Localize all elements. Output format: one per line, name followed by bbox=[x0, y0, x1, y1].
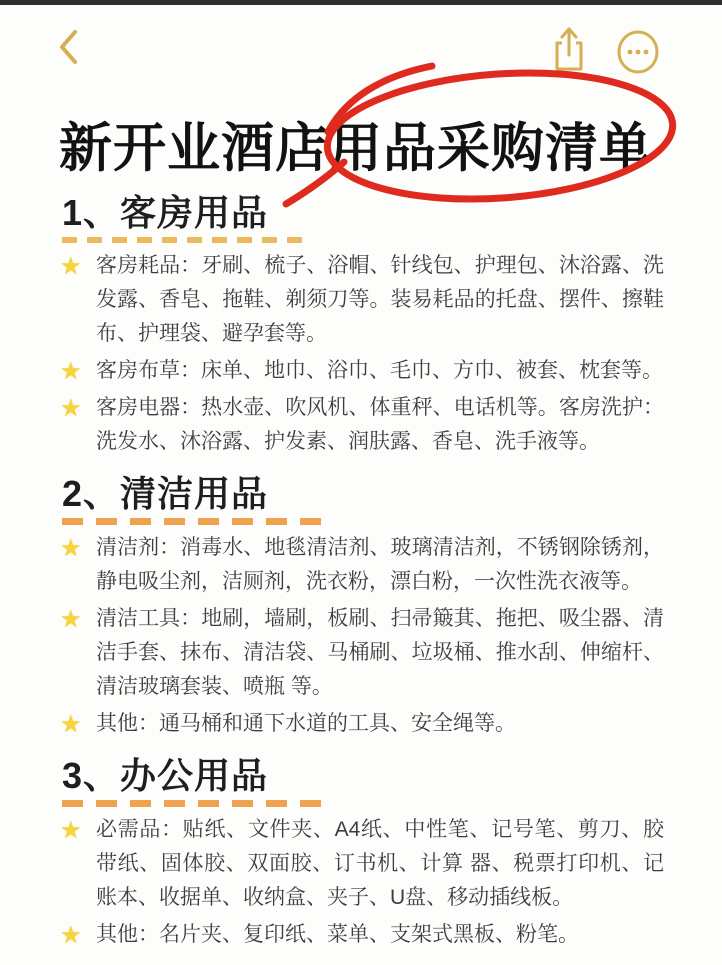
star-bullet-icon: ★ bbox=[60, 253, 82, 280]
star-bullet-icon: ★ bbox=[60, 358, 82, 385]
section-office-supplies bbox=[62, 755, 664, 952]
list-item-text: 清洁剂：消毒水、地毯清洁剂、玻璃清洁剂，不锈钢除锈剂，静电吸尘剂，洁厕剂，洗衣粉，漂白粉，一次性洗衣液等。 bbox=[96, 536, 664, 593]
list-item-text: 清洁工具：地刷，墙刷，板刷、扫帚簸萁、拖把、吸尘器、清洁手套、抹布、清洁袋、马桶刷、垃圾桶、推水刮、伸缩杆、清洁玻璃套装、喷瓶 等。 bbox=[96, 607, 664, 698]
list-item-text: 其他：通马桶和通下水道的工具、安全绳等。 bbox=[96, 712, 516, 735]
star-bullet-icon: ★ bbox=[60, 395, 82, 422]
list-item-text: 客房布草：床单、地巾、浴巾、毛巾、方巾、被套、枕套等。 bbox=[96, 359, 663, 382]
list-item-text: 必需品：贴纸、文件夹、A4纸、中性笔、记号笔、剪刀、胶带纸、固体胶、双面胶、订书机、计算 器、税票打印机、记账本、收据单、收纳盒、夹子、U盘、移动插线板。 bbox=[96, 818, 664, 909]
list-item bbox=[62, 602, 664, 704]
list-item bbox=[62, 918, 664, 952]
item-list bbox=[62, 249, 664, 459]
list-item bbox=[62, 707, 664, 741]
list-item bbox=[62, 531, 664, 599]
dashed-underline bbox=[62, 518, 334, 525]
star-bullet-icon: ★ bbox=[60, 535, 82, 562]
dashed-underline bbox=[62, 237, 302, 243]
list-item bbox=[62, 354, 664, 388]
list-item-text: 客房电器：热水壶、吹风机、体重秤、电话机等。客房洗护：洗发水、沐浴露、护发素、润肤露、香皂、洗手液等。 bbox=[96, 396, 664, 453]
section-heading: 3、办公用品 bbox=[62, 755, 269, 796]
star-bullet-icon: ★ bbox=[60, 711, 82, 738]
list-item-text: 其他：名片夹、复印纸、菜单、支架式黑板、粉笔。 bbox=[96, 923, 579, 946]
list-item-text: 客房耗品：牙刷、梳子、浴帽、针线包、护理包、沐浴露、洗发露、香皂、拖鞋、剃须刀等。装易耗品的托盘、摆件、擦鞋布、护理袋、避孕套等。 bbox=[96, 254, 664, 345]
star-bullet-icon: ★ bbox=[60, 922, 82, 949]
page-title: 新开业酒店用品采购清单 bbox=[59, 119, 653, 178]
star-bullet-icon: ★ bbox=[60, 606, 82, 633]
list-item bbox=[62, 249, 664, 351]
star-bullet-icon: ★ bbox=[60, 817, 82, 844]
dashed-underline bbox=[62, 800, 334, 807]
item-list bbox=[62, 531, 664, 741]
item-list bbox=[62, 813, 664, 952]
section-heading: 2、清洁用品 bbox=[62, 473, 269, 514]
list-item bbox=[62, 813, 664, 915]
list-item bbox=[62, 391, 664, 459]
section-heading: 1、客房用品 bbox=[62, 192, 269, 233]
section-cleaning-supplies bbox=[62, 473, 664, 741]
section-guest-room-supplies bbox=[62, 192, 664, 459]
